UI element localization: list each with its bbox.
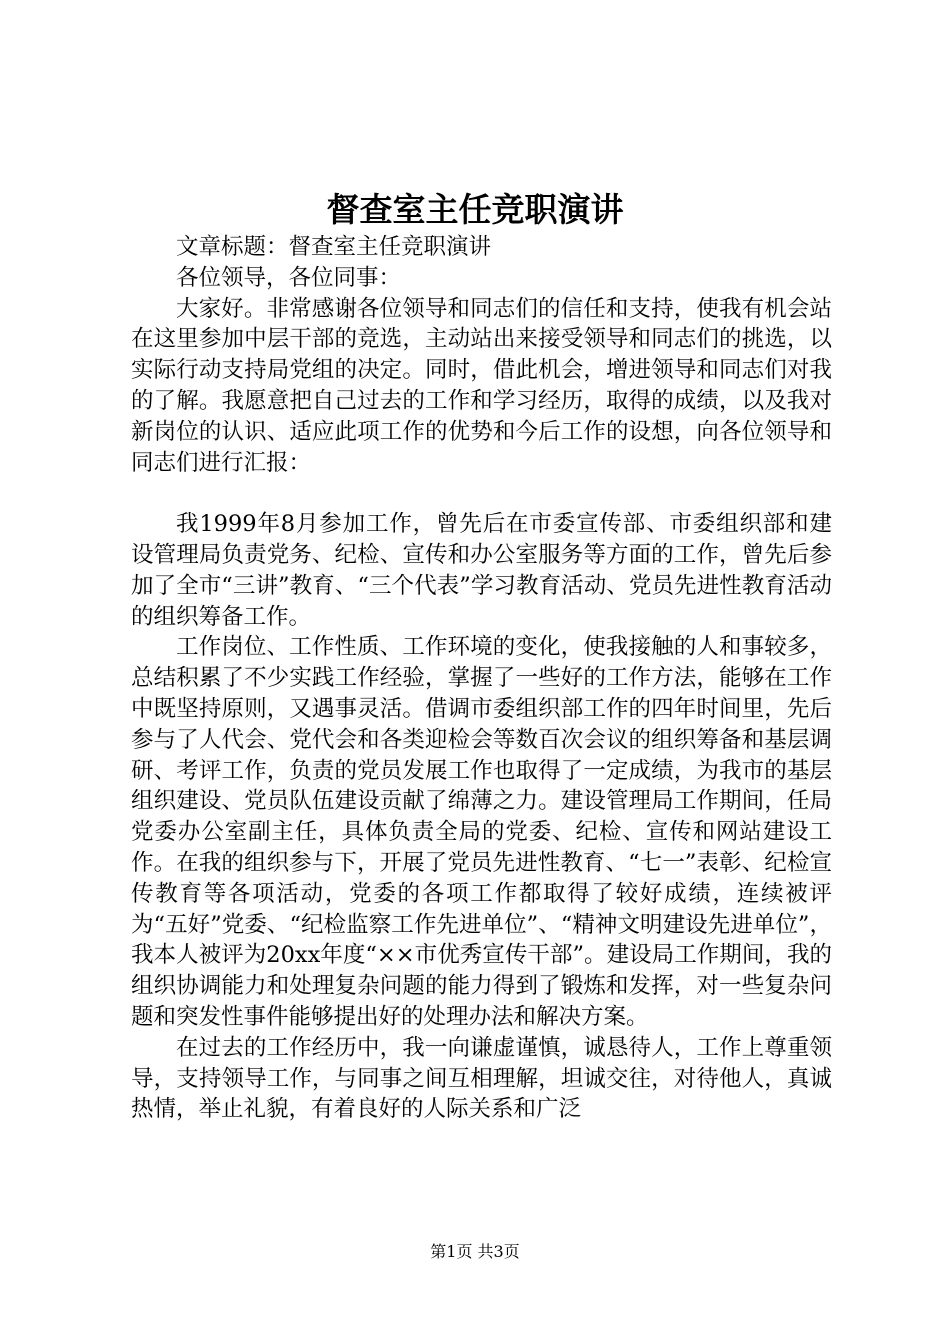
paragraph-experience: 工作岗位、工作性质、工作环境的变化，使我接触的人和事较多，总结积累了不少实践工作经验，掌握了一些好的工作方法，能够在工作中既坚持原则，又遇事灵活。借调市委组织部工作的四年时间里，先后参与了人代会、党代会和各类迎检会等数百次会议的组织筹备和基层调研、考评工作，负责的党员发展工作也取得了一定成绩，为我市的基层组织建设、党员队伍建设贡献了绵薄之力。建设管理局工作期间，任局党委办公室副主任，具体负责全局的党委、纪检、宣传和网站建设工作。在我的组织参与下，开展了党员先进性教育、“七一”表彰、纪检宣传教育等各项活动，党委的各项工作都取得了较好成绩，连续被评为“五好”党委、“纪检监察工作先进单位”、“精神文明建设先进单位”，我本人被评为20xx年度“××市优秀宣传干部”。建设局工作期间，我的组织协调能力和处理复杂问题的能力得到了锻炼和发挥，对一些复杂问题和突发性事件能够提出好的处理办法和解决方案。: [131, 634, 832, 1030]
paragraph-work-history: 我1999年8月参加工作，曾先后在市委宣传部、市委组织部和建设管理局负责党务、纪检、宣传和办公室服务等方面的工作，曾先后参加了全市“三讲”教育、“三个代表”学习教育活动、党员先进性教育活动的组织筹备工作。: [131, 511, 832, 630]
salutation: 各位领导，各位同事：: [176, 264, 402, 291]
paragraph-personal-qualities: 在过去的工作经历中，我一向谦虚谨慎，诚恳待人，工作上尊重领导，支持领导工作，与同事之间互相理解，坦诚交往，对待他人，真诚热情，举止礼貌，有着良好的人际关系和广泛: [131, 1034, 832, 1123]
document-body: [131, 232, 832, 1125]
document-title: 督查室主任竞职演讲: [326, 190, 624, 229]
article-title-line: 文章标题：督查室主任竞职演讲: [176, 234, 492, 260]
page-footer: 第1页 共3页: [430, 1242, 520, 1261]
paragraph-intro: 大家好。非常感谢各位领导和同志们的信任和支持，使我有机会站在这里参加中层干部的竞选，主动站出来接受领导和同志们的挑选，以实际行动支持局党组的决定。同时，借此机会，增进领导和同志们对我的了解。我愿意把自己过去的工作和学习经历，取得的成绩，以及我对新岗位的认识、适应此项工作的优势和今后工作的设想，向各位领导和同志们进行汇报：: [131, 295, 832, 476]
